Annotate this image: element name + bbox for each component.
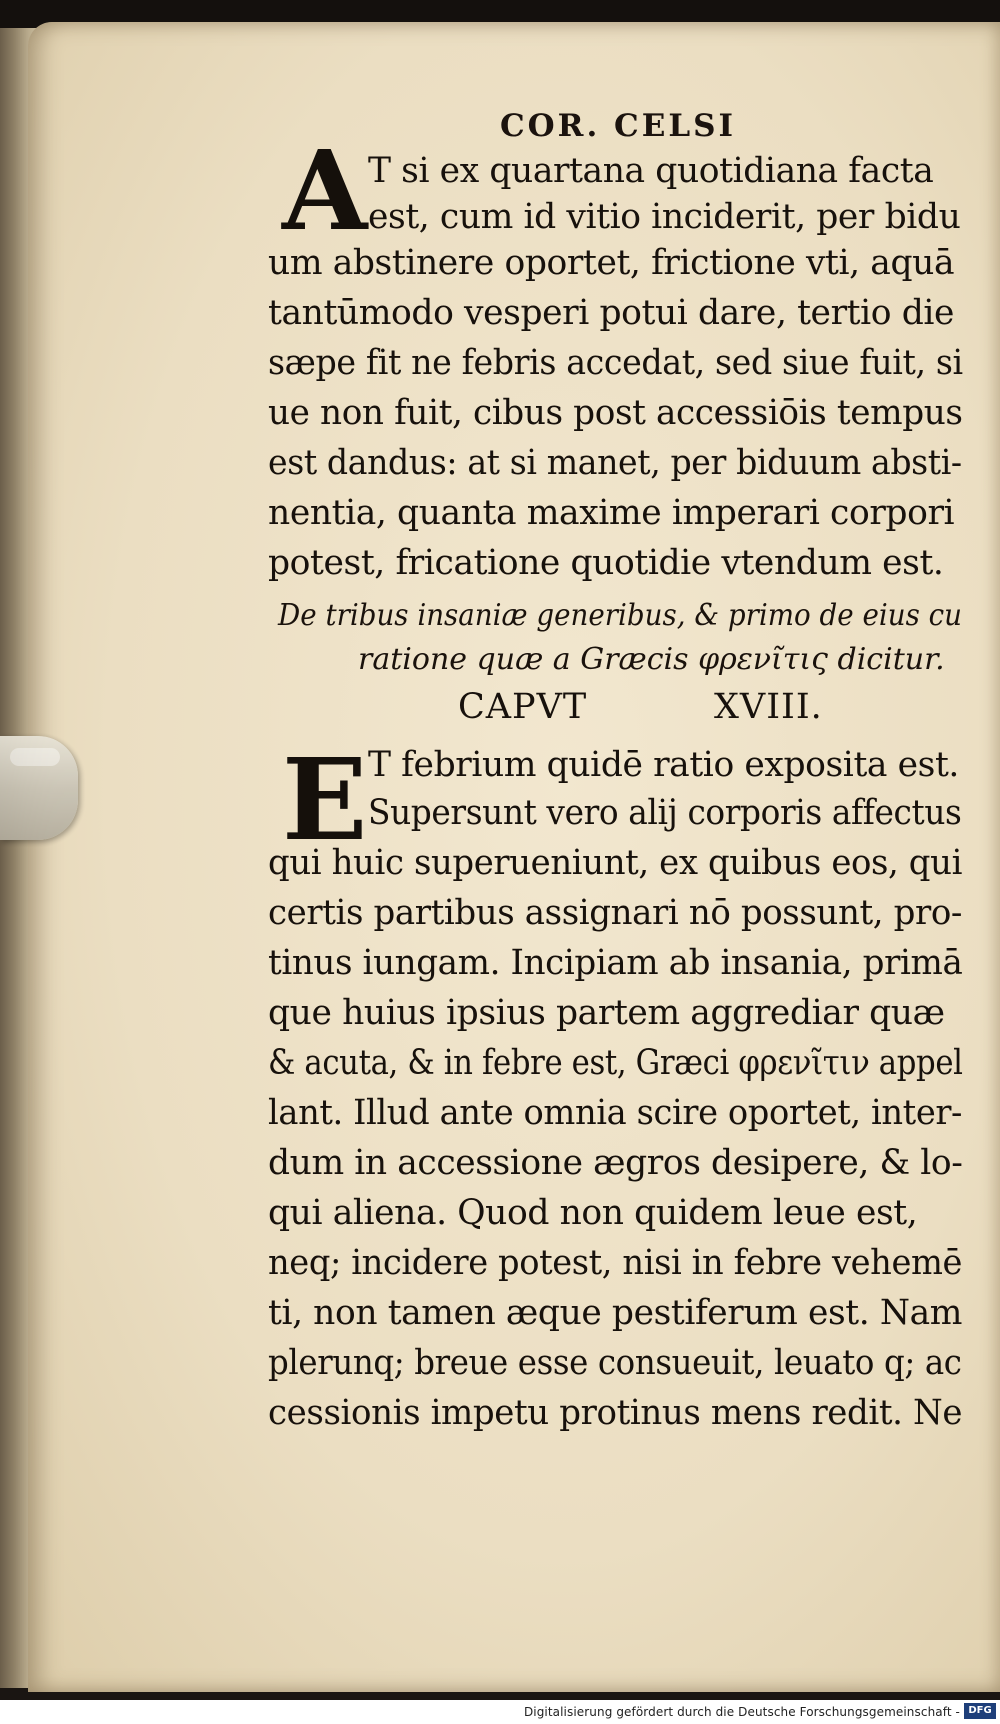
text-line: dum in accessione ægros desipere, & lo- bbox=[268, 1143, 963, 1183]
text-line: lant. Illud ante omnia scire oportet, inter- bbox=[268, 1093, 963, 1133]
text-line: plerunq; breue esse consueuit, leuato q; ac bbox=[268, 1343, 962, 1383]
dropcap-a: A bbox=[282, 126, 368, 255]
text-line: sæpe fit ne febris accedat, sed siue fuit, si bbox=[268, 343, 963, 383]
text-line: que huius ipsius partem aggrediar quæ bbox=[268, 993, 945, 1033]
text-line: ti, non tamen æque pestiferum est. Nam bbox=[268, 1293, 963, 1333]
text-line: tantūmodo vesperi potui dare, tertio die bbox=[268, 293, 955, 333]
chapter-label: CAPVT bbox=[458, 687, 588, 727]
text-line: um abstinere oportet, frictione vti, aquā bbox=[268, 243, 955, 283]
dfg-logo: DFG bbox=[964, 1703, 996, 1719]
text-line: T febrium quidē ratio exposita est. bbox=[368, 745, 959, 785]
text-line: potest, fricatione quotidie vtendum est. bbox=[268, 543, 944, 583]
chapter-rubric-line-2: ratione quæ a Græcis φρενῖτις dicitur. bbox=[358, 642, 945, 677]
text-line: neq; incidere potest, nisi in febre vehemē bbox=[268, 1243, 963, 1283]
text-line: nentia, quanta maxime imperari corpori bbox=[268, 493, 955, 533]
chapter-rubric-line-1: De tribus insaniæ generibus, & primo de eius cu bbox=[278, 598, 962, 633]
text-line: qui aliena. Quod non quidem leue est, bbox=[268, 1193, 918, 1233]
text-line: ue non fuit, cibus post accessiōis tempus bbox=[268, 393, 963, 433]
text-line: cessionis impetu protinus mens redit. Ne bbox=[268, 1393, 963, 1433]
text-line: tinus iungam. Incipiam ab insania, primā bbox=[268, 943, 963, 983]
text-line: & acuta, & in febre est, Græci φρενῖτιν appel bbox=[268, 1043, 963, 1083]
chapter-number: XVIII. bbox=[714, 687, 823, 727]
running-head: COR. CELSI bbox=[500, 108, 737, 144]
text-line: certis partibus assignari nō possunt, pro- bbox=[268, 893, 963, 933]
text-line: est, cum id vitio inciderit, per bidu bbox=[368, 197, 961, 237]
text-line: T si ex quartana quotidiana facta bbox=[368, 151, 934, 191]
digitization-credit: Digitalisierung gefördert durch die Deutsche Forschungsgemeinschaft - bbox=[523, 1705, 960, 1719]
text-line: qui huic superueniunt, ex quibus eos, qui bbox=[268, 843, 963, 883]
text-line: est dandus: at si manet, per biduum absti- bbox=[268, 443, 962, 483]
text-line: Supersunt vero alij corporis affectus bbox=[368, 793, 962, 833]
dropcap-e: E bbox=[282, 735, 368, 866]
page-clip bbox=[0, 736, 78, 840]
